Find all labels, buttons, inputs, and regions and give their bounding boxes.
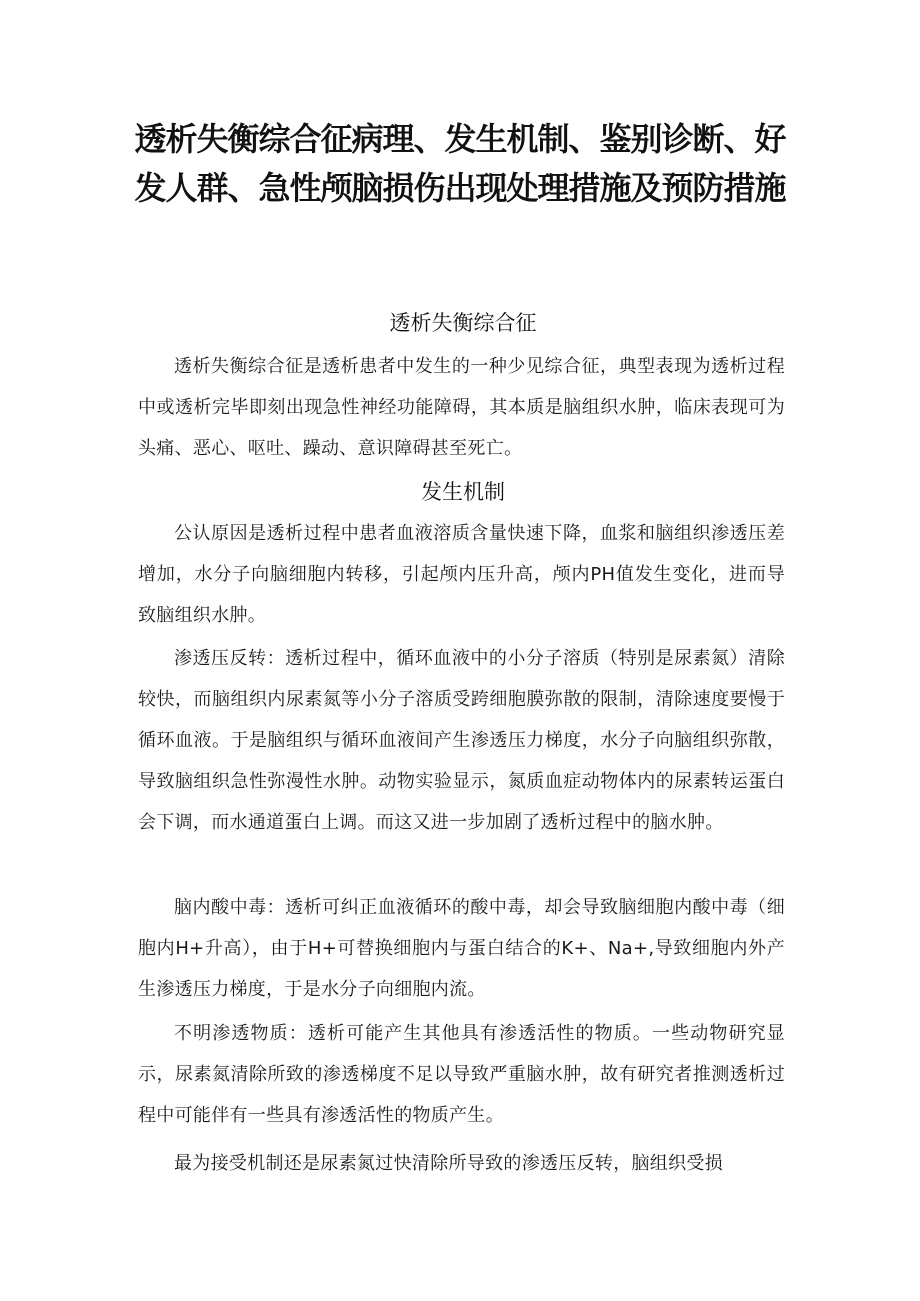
paragraph-osmotic-reversal: 渗透压反转：透析过程中，循环血液中的小分子溶质（特别是尿素氮）清除较快，而脑组织内尿素氮等小分子溶质受跨细胞膜弥散的限制，清除速度要慢于循环血液。于是脑组织与循环血液间产生渗透压力梯度，水分子向脑组织弥散，导致脑组织急性弥漫性水肿。动物实验显示，氮质血症动物体内的尿素转运蛋白会下调，而水通道蛋白上调。而这又进一步加剧了透析过程中的脑水肿。: [138, 648, 785, 833]
paragraph-brain-acidosis: 脑内酸中毒：透析可纠正血液循环的酸中毒，却会导致脑细胞内酸中毒（细胞内H+升高），由于H+可替换细胞内与蛋白结合的K+、Na+,导致细胞内外产生渗透压力梯度，于是水分子向细胞内流。: [138, 897, 785, 1000]
document-title: 透析失衡综合征病理、发生机制、鉴别诊断、好发人群、急性颅脑损伤出现处理措施及预防措施: [134, 120, 786, 207]
paragraph-mechanism-overview: 公认原因是透析过程中患者血液溶质含量快速下降，血浆和脑组织渗透压差增加，水分子向脑细胞内转移，引起颅内压升高，颅内PH值发生变化，进而导致脑组织水肿。: [138, 523, 785, 626]
section-heading-syndrome: 透析失衡综合征: [389, 311, 537, 335]
section-heading-mechanism: 发生机制: [421, 480, 505, 504]
paragraph-definition: 透析失衡综合征是透析患者中发生的一种少见综合征，典型表现为透析过程中或透析完毕即刻出现急性神经功能障碍，其本质是脑组织水肿，临床表现可为头痛、恶心、呕吐、躁动、意识障碍甚至死亡。: [138, 356, 785, 459]
paragraph-unknown-osmoles: 不明渗透物质：透析可能产生其他具有渗透活性的物质。一些动物研究显示，尿素氮清除所致的渗透梯度不足以导致严重脑水肿，故有研究者推测透析过程中可能伴有一些具有渗透活性的物质产生。: [138, 1023, 785, 1126]
paragraph-accepted-mechanism: 最为接受机制还是尿素氮过快清除所导致的渗透压反转，脑组织受损: [174, 1153, 723, 1174]
